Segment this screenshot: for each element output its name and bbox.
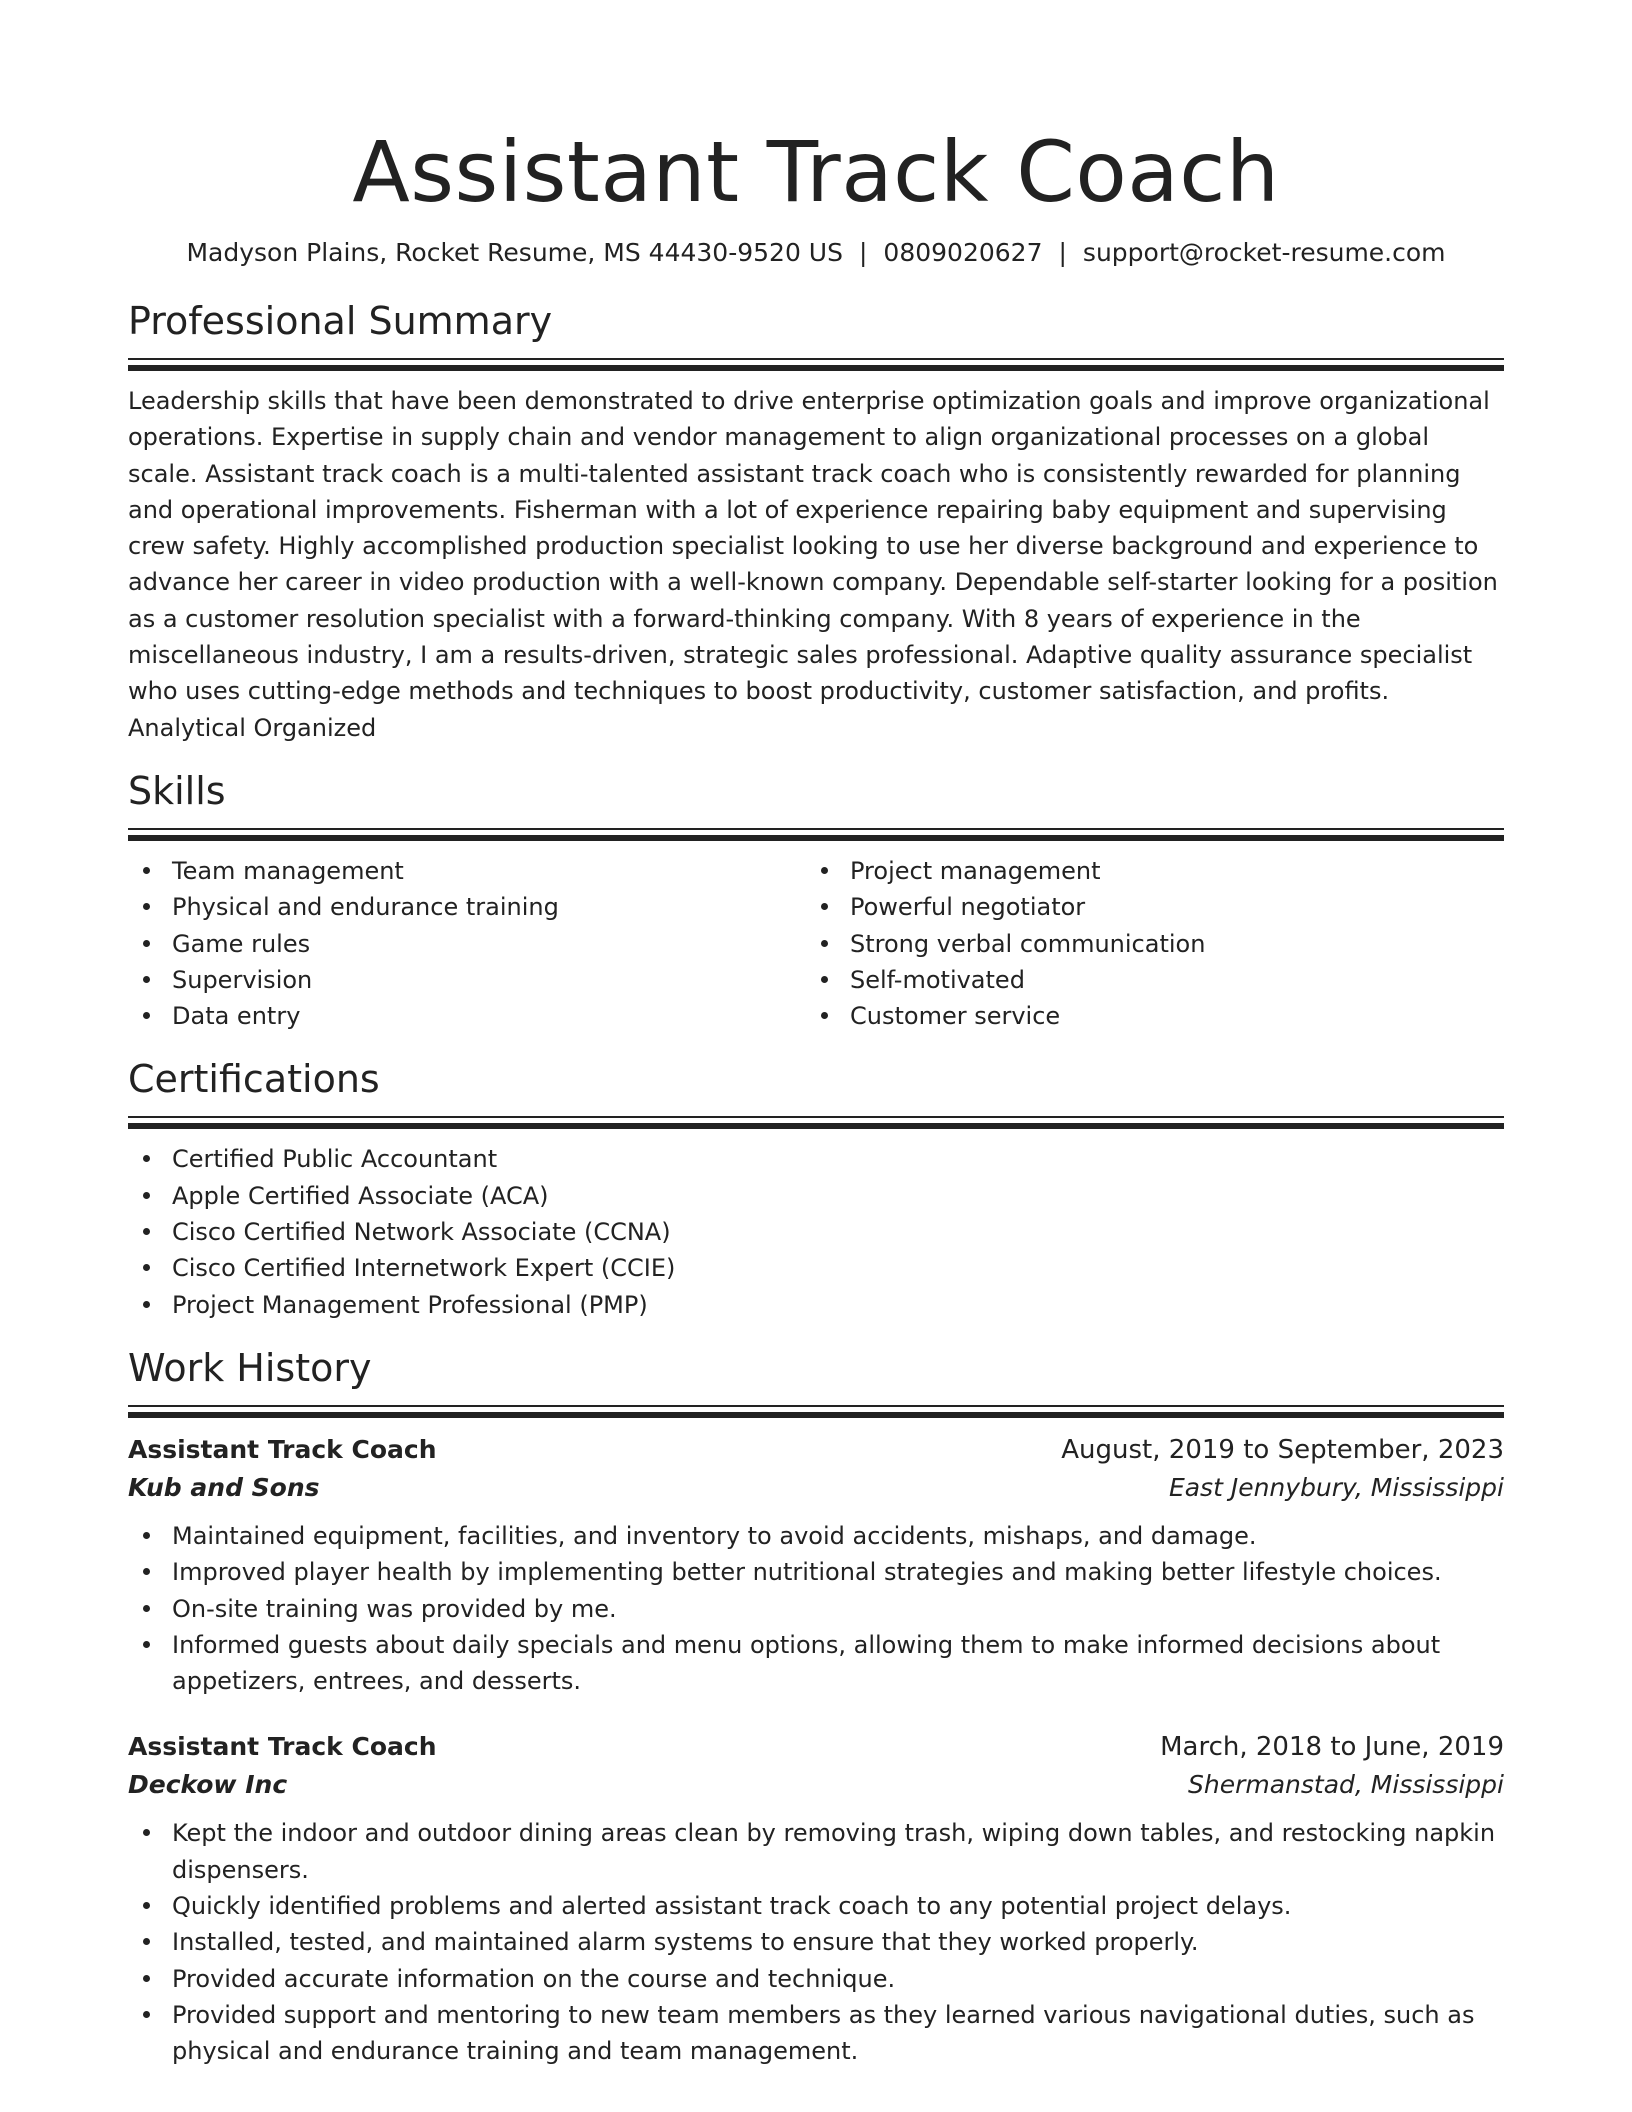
skills-columns [128,853,1504,1034]
job-subheader [128,1765,1504,1805]
section-divider-thick [128,365,1504,371]
contact-separator: | [1058,238,1067,267]
resume-title: Assistant Track Coach [352,123,1280,221]
job-title: Assistant Track Coach [128,1434,437,1464]
list-item: Physical and endurance training [128,889,806,925]
section-divider-thin [128,1405,1504,1407]
list-item: Informed guests about daily specials and menu options, allowing them to make informed decisions about appetizers, entrees, and desserts. [128,1627,1504,1700]
list-item: Kept the indoor and outdoor dining areas clean by removing trash, wiping down tables, and restocking napkin dispensers. [128,1815,1504,1888]
list-item: Game rules [128,926,806,962]
section-divider-thin [128,358,1504,360]
skills-heading: Skills [128,768,226,813]
summary-text: Leadership skills that have been demonstrated to drive enterprise optimization goals and improve organizational operations. Expertise in supply chain and vendor management to align organizational processes on a global scale. Assistant track coach is a multi-talented assistant track coach who is consistently rewarded for planning and operational improvements. Fisherman with a lot of experience repairing baby equipment and supervising crew safety. Highly accomplished production specialist looking to use her diverse background and experience to advance her career in video production with a well-known company. Dependable self-starter looking for a position as a customer resolution specialist with a forward-thinking company. With 8 years of experience in the miscellaneous industry, I am a results-driven, strategic sales professional. Adaptive quality assurance specialist who uses cutting-edge methods and techniques to boost productivity, customer satisfaction, and profits. Analytical Organized [128,387,1498,742]
summary-heading: Professional Summary [128,299,553,343]
certifications-list [128,1141,1504,1322]
job-location: East Jennybury, Mississippi [1168,1472,1504,1502]
certifications-section [128,1056,1504,1322]
list-item: Installed, tested, and maintained alarm systems to ensure that they worked properly. [128,1924,1504,1960]
job-duties-list [128,1815,1504,2069]
job-company: Deckow Inc [128,1770,288,1800]
contact-address: Madyson Plains, Rocket Resume, MS 44430-9520 US [186,238,843,267]
job-location: Shermanstad, Mississippi [1188,1770,1504,1800]
list-item: Project Management Professional (PMP) [128,1287,1504,1323]
job-header [128,1729,1504,1765]
list-item: Maintained equipment, facilities, and inventory to avoid accidents, mishaps, and damage. [128,1518,1504,1554]
contact-line [128,236,1504,270]
list-item: Provided accurate information on the course and technique. [128,1961,1504,1997]
section-divider-thick [128,835,1504,841]
list-item: Apple Certified Associate (ACA) [128,1178,1504,1214]
contact-separator: | [858,238,868,267]
job-entry [128,1432,1504,1699]
list-item: Project management [806,853,1484,889]
list-item: Data entry [128,998,806,1034]
job-duties-list [128,1518,1504,1699]
work-history-heading: Work History [128,1345,372,1390]
list-item: Self-motivated [806,962,1484,998]
certifications-heading: Certifications [128,1057,380,1102]
skills-list-left [128,853,806,1034]
section-divider-thin [128,1116,1504,1118]
list-item: Strong verbal communication [806,926,1484,962]
job-title: Assistant Track Coach [128,1732,437,1762]
skills-section [128,768,1504,1034]
list-item: Customer service [806,998,1484,1034]
job-company: Kub and Sons [128,1472,320,1502]
resume-page [128,0,1504,2070]
list-item: Powerful negotiator [806,889,1484,925]
list-item: Quickly identified problems and alerted assistant track coach to any potential project delays. [128,1888,1504,1924]
list-item: Provided support and mentoring to new team members as they learned various navigational duties, such as physical and endurance training and team management. [128,1997,1504,2070]
job-header [128,1432,1504,1468]
work-history-section [128,1345,1504,2070]
list-item: On-site training was provided by me. [128,1591,1504,1627]
summary-section [128,298,1504,746]
list-item: Certified Public Accountant [128,1141,1504,1177]
list-item: Supervision [128,962,806,998]
section-divider-thin [128,828,1504,830]
contact-email: support@rocket-resume.com [1082,238,1446,267]
section-divider-thick [128,1412,1504,1418]
skills-list-right [806,853,1484,1034]
list-item: Improved player health by implementing better nutritional strategies and making better lifestyle choices. [128,1554,1504,1590]
contact-phone: 0809020627 [883,238,1043,267]
list-item: Cisco Certified Network Associate (CCNA) [128,1214,1504,1250]
job-dates: August, 2019 to September, 2023 [1061,1434,1504,1465]
job-entry [128,1729,1504,2069]
list-item: Team management [128,853,806,889]
job-subheader [128,1468,1504,1508]
list-item: Cisco Certified Internetwork Expert (CCIE) [128,1250,1504,1286]
section-divider-thick [128,1123,1504,1129]
job-dates: March, 2018 to June, 2019 [1160,1732,1504,1763]
